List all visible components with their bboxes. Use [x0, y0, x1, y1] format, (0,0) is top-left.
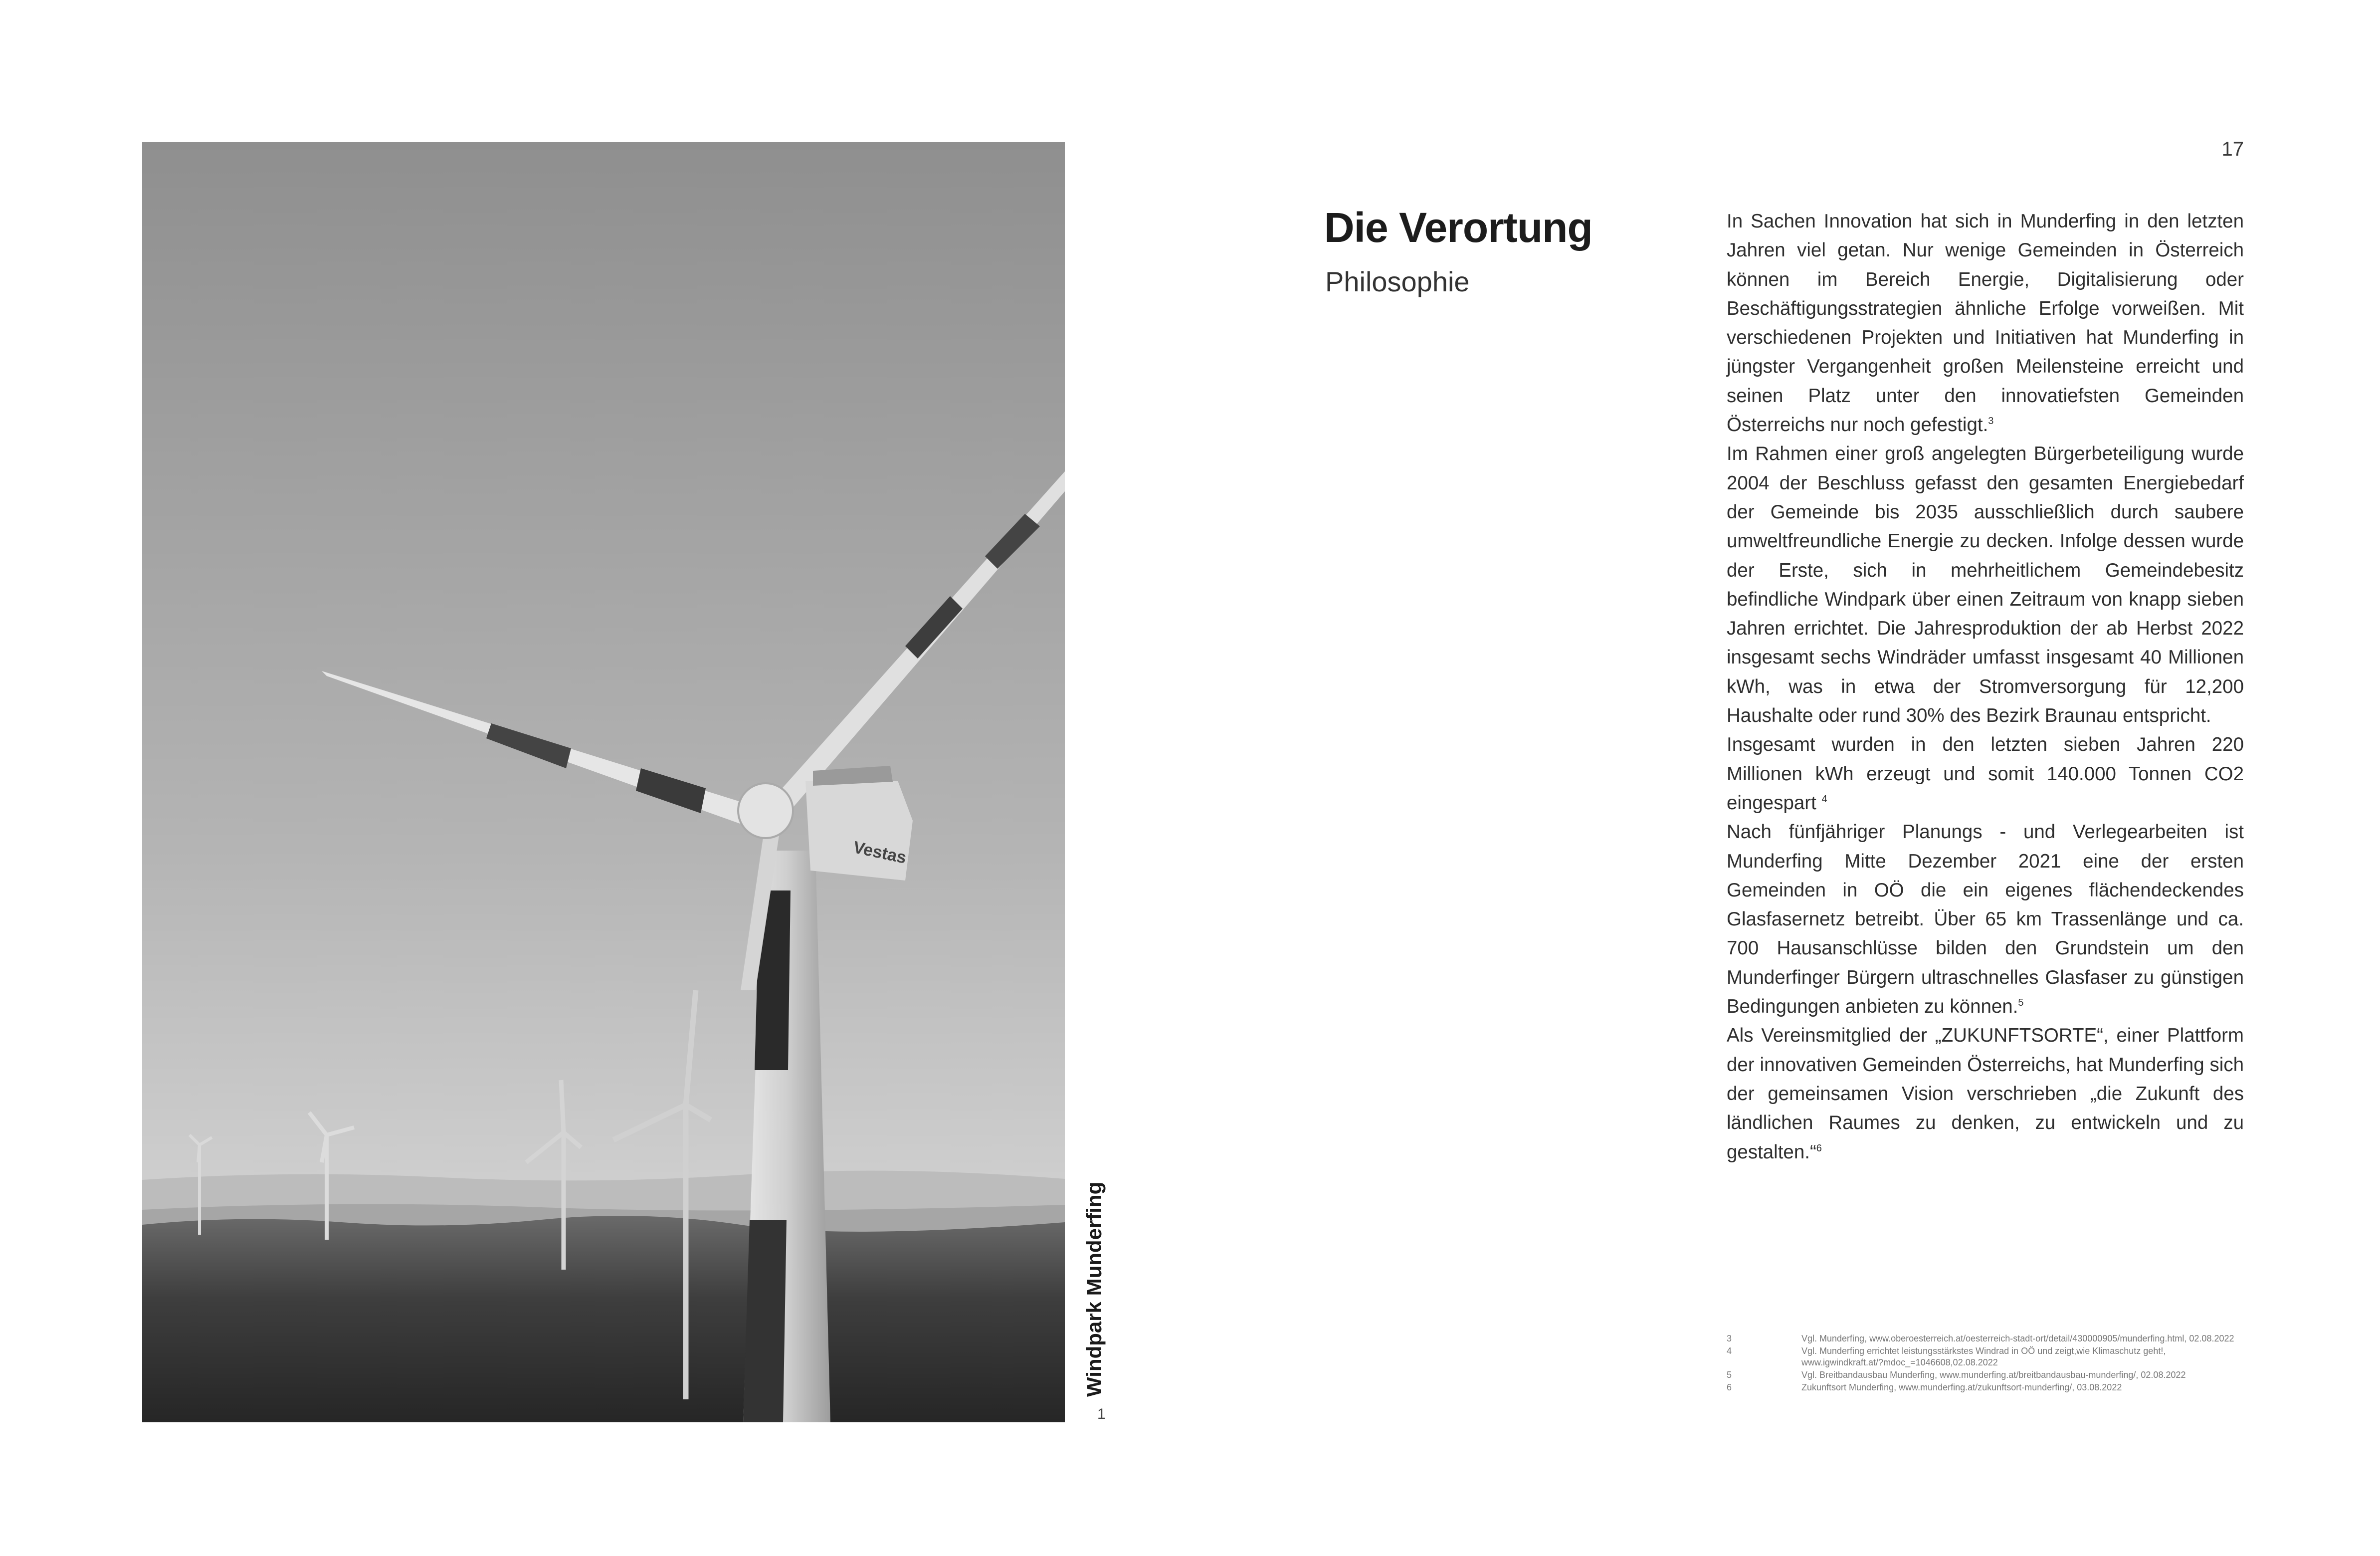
footnote-ref: 3 — [1988, 416, 1994, 427]
footnote-ref: 4 — [1821, 793, 1827, 805]
vestas-logo: Vestas — [851, 838, 908, 868]
footnote-ref: 5 — [2018, 997, 2024, 1009]
footnote: 5 Vgl. Breitbandausbau Munderfing, www.munderfing.at/breitbandausbau-munderfing/, 02.08.2022 — [1727, 1370, 2186, 1380]
page-number: 17 — [2221, 138, 2244, 160]
paragraph: Nach fünfjähriger Planungs - und Verlegearbeiten ist Munderfing Mitte Dezember 2021 eine der ersten Gemeinden in OÖ die ein eigenes flächendeckendes Glasfasernetz betreibt. Über 65 km Trassenlänge und ca. 700 Hausanschlüsse bilden den Grundstein um den Munderfinger Bürgern ultraschnelles Glasfaser zu günstigen Bedingungen anbieten zu können.$^5$ — [1727, 821, 2244, 1018]
windpark-photo — [142, 142, 1065, 1422]
paragraph: In Sachen Innovation hat sich in Munderfing in den letzten Jahren viel getan. Nur wenige Gemeinden in Österreich können im Bereich Energie, Digitalisierung oder Beschäftigungsstrategien ähnliche Erfolge vorweißen. Mit verschiedenen Projekten und Initiativen hat Munderfing in jüngster Vergangenheit großen Meilensteine erreicht und seinen Platz unter den innovatiefsten Gemeinden Österreichs nur noch gefestigt.$^3$ — [1727, 211, 2244, 436]
footnotes — [1727, 1333, 2244, 1394]
paragraph: Im Rahmen einer groß angelegten Bürgerbeteiligung wurde 2004 der Beschluss gefasst den gesamten Energiebedarf der Gemeinde bis 2035 ausschließlich durch saubere umweltfreundliche Energie zu decken. Infolge dessen wurde der Erste, sich in mehrheitlichem Gemeindebesitz befindliche Windpark über einen Zeitraum von knapp sieben Jahren errichtet. Die Jahresproduktion der ab Herbst 2022 insgesamt sechs Windräder umfasst insgesamt 40 Millionen kWh, was in etwa der Stromversorgung für 12,200 Haushalte oder rund 30% des Bezirk Braunau entspricht. — [1727, 443, 2244, 727]
section-subtitle: Philosophie — [1325, 266, 1470, 297]
footnote: 4 Vgl. Munderfing errichtet leistungsstärkstes Windrad in OÖ und zeigt,wie Klimaschutz geht!, www.igwindkraft.at/?mdoc_=1046608,02.08.2022 — [1727, 1346, 2166, 1367]
body-text — [1727, 207, 2244, 1167]
footnote: 6 Zukunftsort Munderfing, www.munderfing.at/zukunftsort-munderfing/, 03.08.2022 — [1727, 1382, 2122, 1392]
footnote-ref: 6 — [1816, 1142, 1822, 1154]
wind-turbine-image — [142, 142, 1065, 1422]
section-title: Die Verortung — [1324, 204, 1592, 251]
photo-caption-number: 1 — [1097, 1406, 1106, 1422]
footnote: 3 Vgl. Munderfing, www.oberoesterreich.at/oesterreich-stadt-ort/detail/430000905/munderfing.html, 02.08.2022 — [1727, 1334, 2234, 1343]
paragraph: Insgesamt wurden in den letzten sieben Jahren 220 Millionen kWh erzeugt und somit 140.000 Tonnen CO2 eingespart $^4$ — [1727, 734, 2244, 814]
photo-caption: Windpark Munderfing — [1082, 1181, 1106, 1397]
paragraph: Als Vereinsmitglied der „ZUKUNFTSORTE“, einer Plattform der innovativen Gemeinden Österreichs, hat Munderfing sich der gemeinsamen Vision verschrieben „die Zukunft des ländlichen Raumes zu denken, zu entwickeln und zu gestalten.“$^6$ — [1727, 1025, 2244, 1163]
